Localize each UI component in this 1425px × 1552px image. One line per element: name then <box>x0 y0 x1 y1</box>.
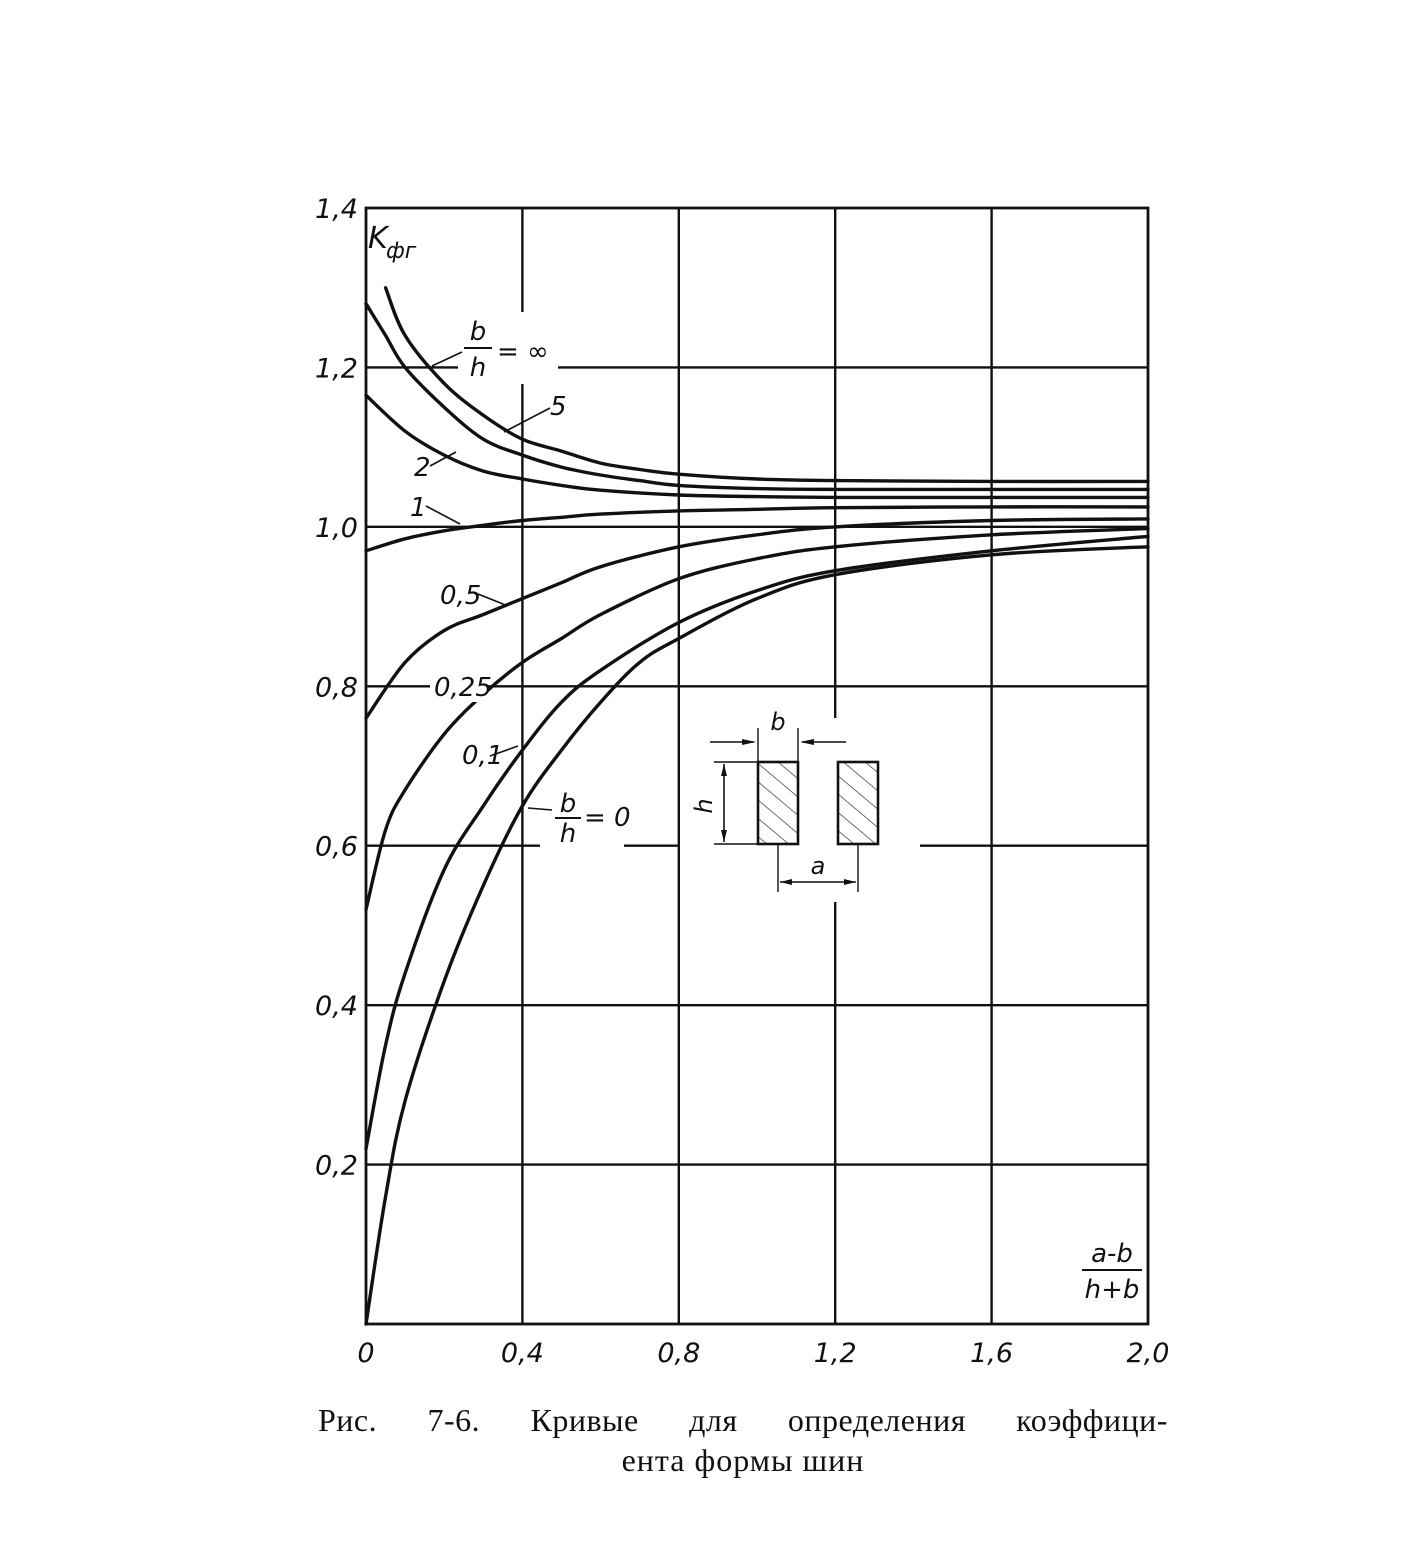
caption-word: Кривые <box>530 1402 639 1438</box>
busbar-right <box>838 762 878 844</box>
leader-inf <box>432 352 462 366</box>
y-tick-label: 1,2 <box>315 353 358 385</box>
label-0-25: 0,25 <box>434 673 492 703</box>
x-axis-numerator: a-b <box>1091 1239 1133 1269</box>
x-tick-label: 0 <box>357 1338 375 1369</box>
x-tick-label: 0,8 <box>657 1338 701 1369</box>
y-tick-label: 0,6 <box>315 831 358 863</box>
label-zero-equals: = 0 <box>584 803 631 833</box>
caption-word: определения <box>787 1402 966 1438</box>
y-axis-symbol: K <box>368 221 388 256</box>
leader-0-5 <box>478 594 508 606</box>
label-5: 5 <box>550 392 567 422</box>
x-tick-label: 2,0 <box>1126 1338 1170 1369</box>
y-tick-label: 0,4 <box>315 991 358 1023</box>
label-inf-numerator: b <box>469 317 487 347</box>
label-zero-numerator: b <box>559 789 577 819</box>
label-0-5: 0,5 <box>440 581 482 611</box>
inset-label-b: b <box>770 708 786 736</box>
y-tick-label: 1,0 <box>315 512 358 544</box>
caption-line-1 <box>318 1400 1168 1440</box>
label-0-1: 0,1 <box>462 741 504 771</box>
y-tick-label: 0,2 <box>315 1150 358 1182</box>
caption-line-2: ента формы шин <box>621 1442 865 1478</box>
figure-caption <box>318 1400 1168 1480</box>
y-axis-label <box>368 221 417 264</box>
caption-word: коэффици- <box>1016 1402 1168 1438</box>
caption-word: Рис. <box>318 1402 378 1438</box>
series-line-7 <box>366 547 1148 1324</box>
leader-1 <box>426 506 460 524</box>
label-2: 2 <box>414 453 431 483</box>
busbar-left <box>758 762 798 844</box>
leader-5 <box>504 408 550 432</box>
y-tick-label: 0,8 <box>315 672 358 704</box>
x-tick-label: 1,6 <box>970 1338 1014 1369</box>
x-tick-label: 0,4 <box>500 1338 544 1369</box>
y-axis-symbol-subscript: фг <box>386 239 417 264</box>
label-1: 1 <box>410 493 427 523</box>
inset-label-h: h <box>690 798 718 814</box>
curve-labels <box>410 312 631 849</box>
x-axis-denominator: h+b <box>1084 1275 1140 1305</box>
series-line-3 <box>366 507 1148 551</box>
caption-word: 7-6. <box>427 1402 481 1438</box>
x-tick-label: 1,2 <box>813 1338 857 1369</box>
label-inf-denominator: h <box>469 353 487 383</box>
label-zero-denominator: h <box>559 819 577 849</box>
busbar-inset-diagram <box>680 708 920 902</box>
y-tick-label: 1,4 <box>315 194 358 225</box>
label-inf-equals: = ∞ <box>497 337 549 367</box>
x-axis-label <box>1082 1239 1142 1305</box>
caption-word: для <box>689 1402 738 1438</box>
inset-label-a: a <box>810 852 826 880</box>
